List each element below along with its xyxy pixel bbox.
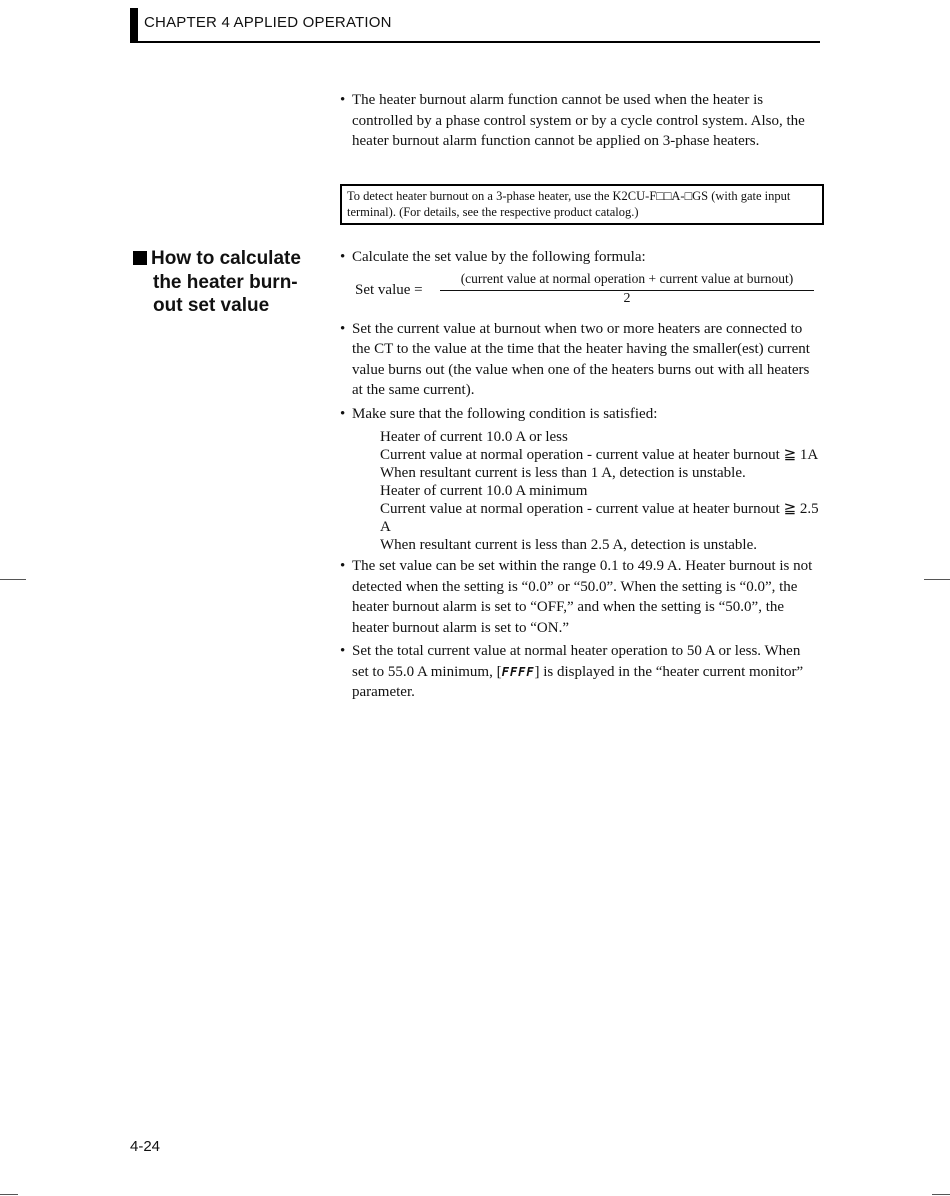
condition-2-rule: Current value at normal operation - current value at heater burnout ≧ 2.5 A: [380, 501, 819, 535]
crop-mark-left: [0, 579, 26, 580]
formula-numerator: (current value at normal operation + current value at burnout): [460, 270, 794, 286]
condition-1-rule: Current value at normal operation - current value at heater burnout ≧ 1A: [380, 447, 819, 463]
condition-list: [340, 428, 820, 554]
set-value-formula: [340, 271, 820, 309]
bullet5-text-1: Set the total current value at normal heater operation to 50 A or less. When set to 55.0 A minimum, [: [352, 643, 801, 680]
crop-mark-right: [924, 579, 950, 580]
section-heading: [133, 247, 328, 318]
heading-line-2: the heater burn-: [153, 271, 298, 293]
header-rule: [130, 41, 820, 43]
chapter-title: CHAPTER 4 APPLIED OPERATION: [144, 14, 392, 31]
bullet5-text-2: ] is displayed in the “heater current monitor” parameter.: [352, 663, 804, 700]
header-bar: [130, 8, 138, 43]
condition-2-note: When resultant current is less than 2.5 A, detection is unstable.: [380, 537, 757, 553]
formula-denominator: 2: [623, 290, 631, 306]
bullet-multiple-heaters: • Set the current value at burnout when two or more heaters are connected to the CT to the value at the time that the heater having the smaller(est) current value burns out (the value when one of the heaters burns out with all heaters at the same current).: [340, 319, 820, 401]
crop-mark-bottom-left: [0, 1194, 18, 1195]
bullet-set-range: • The set value can be set within the range 0.1 to 49.9 A. Heater burnout is not detected when the setting is “0.0” or “50.0”. When the setting is “0.0”, the heater burnout alarm is set to “OFF,” and when the setting is “50.0”, the heater burnout alarm is set to “ON.”: [340, 556, 820, 638]
calculation-section: [340, 247, 820, 703]
heading-line-1: How to calculate: [151, 248, 301, 269]
crop-mark-bottom-right: [932, 1194, 950, 1195]
formula-lhs: Set value =: [355, 281, 423, 298]
ffff-display-code: FFFF: [501, 664, 535, 679]
intro-bullet: • The heater burnout alarm function cannot be used when the heater is controlled by a phase control system or by a cycle control system. Also, the heater burnout alarm function cannot be applied on 3-phase heaters.: [340, 90, 820, 152]
note-box: To detect heater burnout on a 3-phase heater, use the K2CU-F□□A-□GS (with gate input terminal). (For details, see the respective product catalog.): [340, 184, 824, 225]
bullet-condition-intro: • Make sure that the following condition is satisfied:: [340, 404, 820, 425]
square-bullet-icon: [133, 251, 147, 265]
bullet-total-current: [340, 641, 820, 703]
condition-1-title: Heater of current 10.0 A or less: [380, 429, 568, 445]
condition-2-title: Heater of current 10.0 A minimum: [380, 483, 588, 499]
condition-1-note: When resultant current is less than 1 A, detection is unstable.: [380, 465, 746, 481]
bullet-formula-intro: • Calculate the set value by the following formula:: [340, 247, 820, 268]
heading-line-3: out set value: [153, 295, 270, 316]
page-number: 4-24: [130, 1138, 161, 1155]
intro-section: [340, 90, 820, 152]
